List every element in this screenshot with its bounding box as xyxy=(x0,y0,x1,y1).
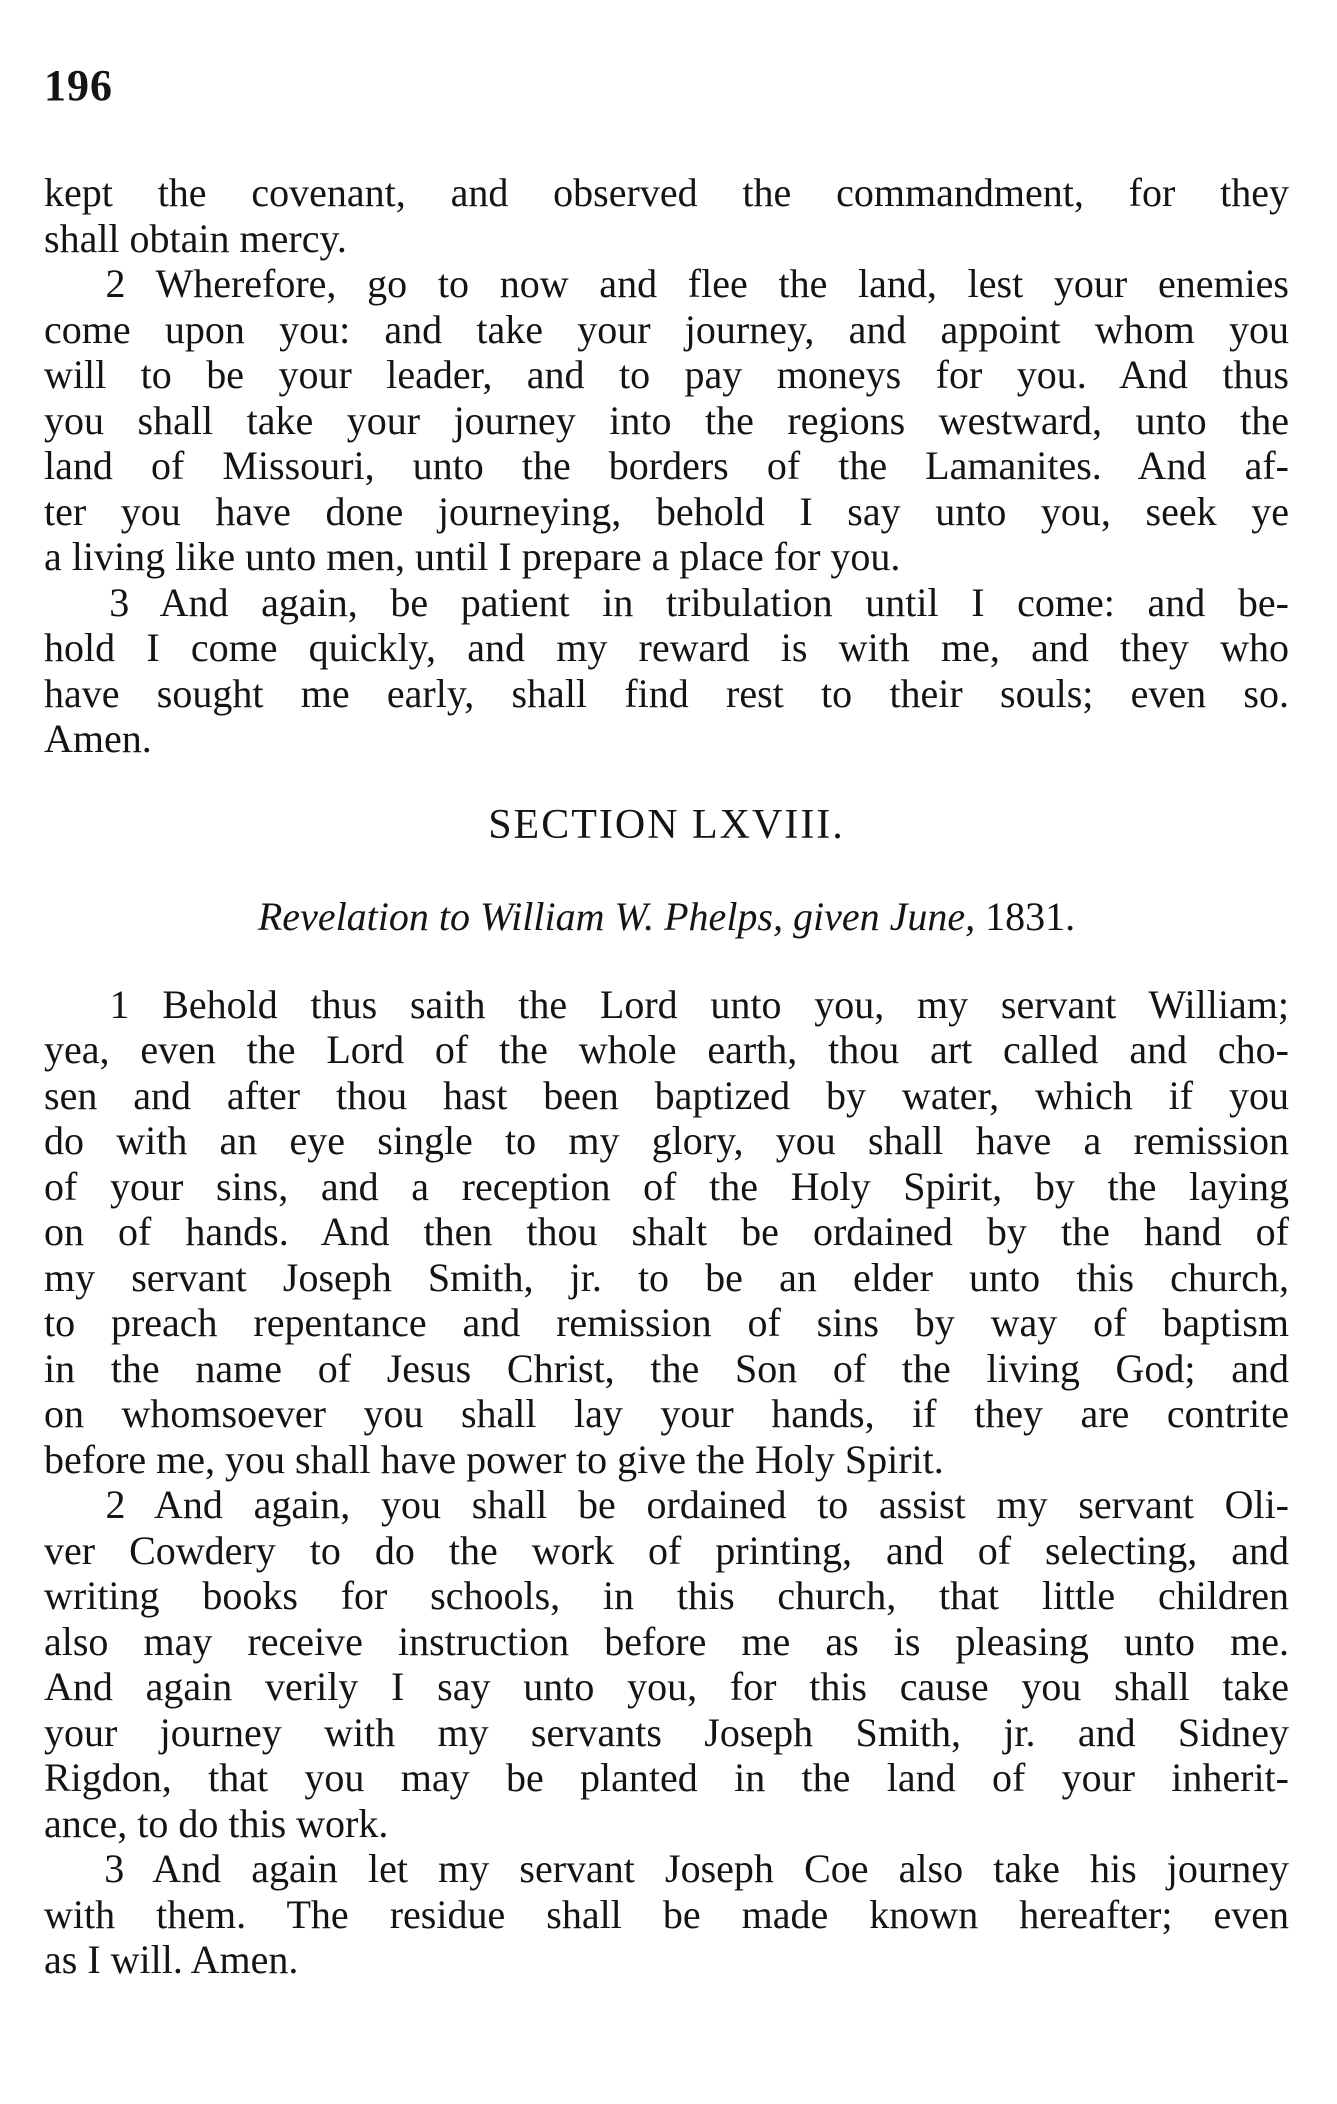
text-line: also may receive instruction before me as is pleasing unto me. xyxy=(44,1618,1289,1664)
text-line: ver Cowdery to do the work of printing, and of selecting, and xyxy=(44,1527,1289,1573)
text-line: to preach repentance and remission of sins by way of baptism xyxy=(44,1300,1289,1345)
text-line: sen and after thou hast been baptized by water, which if you xyxy=(44,1072,1289,1118)
text-line: in the name of Jesus Christ, the Son of the living God; and xyxy=(44,1345,1289,1391)
text-line: have sought me early, shall find rest to their souls; even so. xyxy=(44,670,1289,716)
text-line: 3 And again let my servant Joseph Coe also take his journey xyxy=(44,1846,1289,1891)
text-line: Amen. xyxy=(44,716,152,761)
text-line: my servant Joseph Smith, jr. to be an elder unto this church, xyxy=(44,1254,1289,1300)
text-line: 2 And again, you shall be ordained to assist my servant Oli- xyxy=(44,1482,1289,1527)
text-line: with them. The residue shall be made known hereafter; even xyxy=(44,1891,1289,1937)
text-line: ter you have done journeying, behold I say unto you, seek ye xyxy=(44,488,1289,534)
text-line: writing books for schools, in this church, that little children xyxy=(44,1573,1289,1618)
section-body-text xyxy=(44,982,1289,1983)
text-line: as I will. Amen. xyxy=(44,1937,299,1982)
text-line: on of hands. And then thou shalt be ordained by the hand of xyxy=(44,1209,1289,1254)
text-line: 3 And again, be patient in tribulation until I come: and be- xyxy=(44,579,1289,625)
continuation-text xyxy=(44,170,1289,762)
text-line: will to be your leader, and to pay moneys for you. And thus xyxy=(44,352,1289,397)
text-line: ance, to do this work. xyxy=(44,1800,389,1846)
text-line: yea, even the Lord of the whole earth, thou art called and cho- xyxy=(44,1027,1289,1072)
text-line: on whomsoever you shall lay your hands, if they are contrite xyxy=(44,1391,1289,1436)
page-number: 196 xyxy=(44,61,113,110)
text-line: of your sins, and a reception of the Holy Spirit, by the laying xyxy=(44,1163,1289,1209)
text-line: your journey with my servants Joseph Smith, jr. and Sidney xyxy=(44,1709,1289,1755)
subheading-year: 1831. xyxy=(985,893,1076,939)
text-line: a living like unto men, until I prepare a place for you. xyxy=(44,534,901,579)
text-line: before me, you shall have power to give the Holy Spirit. xyxy=(44,1436,944,1482)
scanned-page xyxy=(44,60,1289,1983)
text-line: Rigdon, that you may be planted in the land of your inherit- xyxy=(44,1755,1289,1800)
subheading-italic: Revelation to William W. Phelps, given June, xyxy=(257,893,976,939)
text-line: hold I come quickly, and my reward is with me, and they who xyxy=(44,625,1289,670)
text-line: you shall take your journey into the regions westward, unto the xyxy=(44,397,1289,443)
section-subheading xyxy=(44,892,1289,942)
text-line: 1 Behold thus saith the Lord unto you, my servant William; xyxy=(44,981,1289,1027)
text-line: 2 Wherefore, go to now and flee the land, lest your enemies xyxy=(44,261,1289,306)
text-line: land of Missouri, unto the borders of the Lamanites. And af- xyxy=(44,443,1289,488)
section-heading: SECTION LXVIII. xyxy=(488,801,845,848)
text-line: kept the covenant, and observed the commandment, for they xyxy=(44,170,1289,215)
text-line: come upon you: and take your journey, and appoint whom you xyxy=(44,306,1289,352)
text-line: And again verily I say unto you, for this cause you shall take xyxy=(44,1664,1289,1709)
text-line: do with an eye single to my glory, you shall have a remission xyxy=(44,1118,1289,1163)
text-line: shall obtain mercy. xyxy=(44,215,347,261)
